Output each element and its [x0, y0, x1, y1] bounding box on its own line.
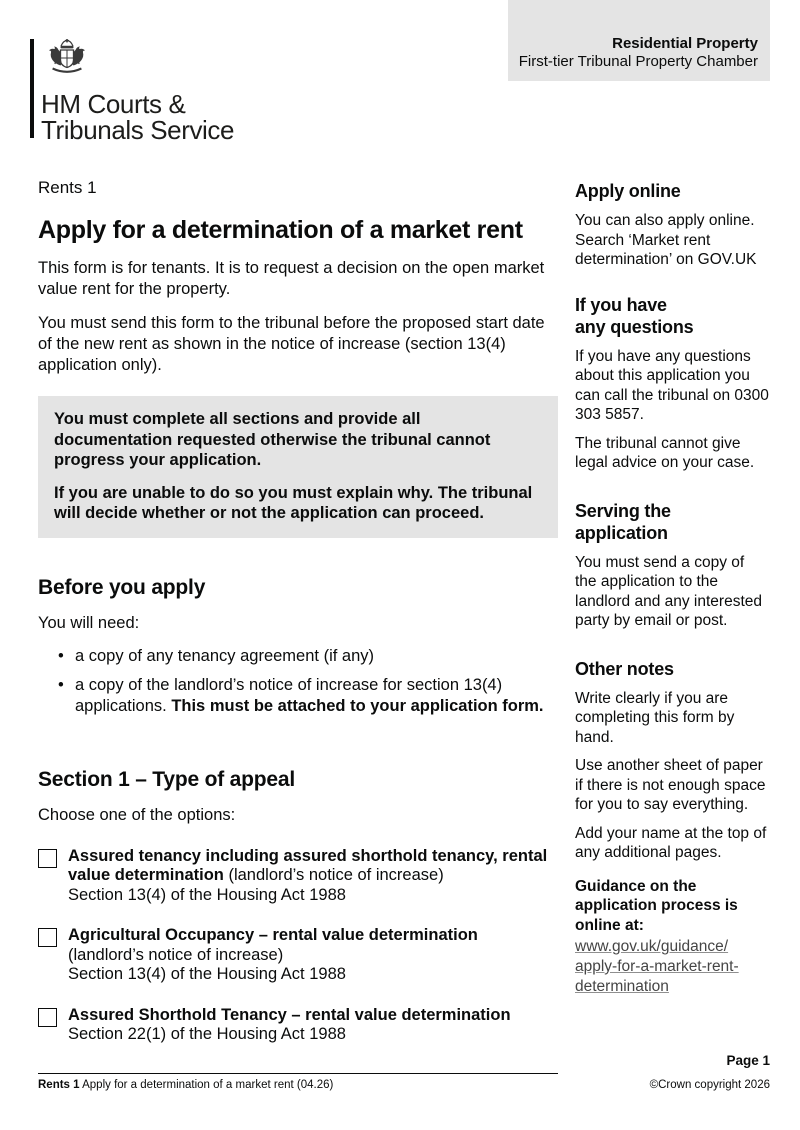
- requirement-text-bold: This must be attached to your application form.: [171, 696, 544, 715]
- option-act: Section 22(1) of the Housing Act 1988: [68, 1025, 346, 1043]
- other-notes-text-1: Write clearly if you are completing this form by hand.: [575, 689, 735, 746]
- checkbox-assured-tenancy[interactable]: [38, 849, 57, 868]
- questions-text-2: The tribunal cannot give legal advice on your case.: [575, 434, 755, 471]
- logo-vertical-bar: [30, 39, 34, 138]
- option-title: Assured Shorthold Tenancy – rental value determination: [68, 1005, 511, 1024]
- sidebar-notes: [575, 178, 770, 1045]
- guidance-link-wrap: [575, 937, 770, 997]
- serving-heading-line1: Serving the: [575, 500, 671, 521]
- logo-text-line2: Tribunals Service: [41, 115, 235, 145]
- serving-heading: [575, 500, 770, 544]
- checkbox-assured-shorthold[interactable]: [38, 1008, 57, 1027]
- other-notes-heading: Other notes: [575, 658, 674, 679]
- serving-text: You must send a copy of the application to the landlord and any interested party by email or post.: [575, 553, 762, 629]
- section1-intro: Choose one of the options:: [38, 805, 236, 824]
- requirement-text: a copy of the landlord’s notice of increase for section 13(4) applications.: [75, 675, 503, 715]
- department-title: Residential Property: [612, 35, 758, 52]
- logo-text-line1: HM Courts &: [41, 89, 186, 119]
- option-title: Assured tenancy including assured shorthold tenancy, rental value determination: [68, 846, 548, 884]
- serving-heading-line2: application: [575, 522, 668, 543]
- before-you-apply-intro: You will need:: [38, 613, 140, 632]
- guidance-link-line3[interactable]: determination: [575, 978, 669, 995]
- option-subtitle: (landlord’s notice of increase): [68, 945, 284, 964]
- before-you-apply-heading: Before you apply: [38, 575, 206, 599]
- notice-paragraph-1: You must complete all sections and provide all documentation requested otherwise the tribunal cannot progress your application.: [54, 410, 491, 469]
- page-number: Page 1: [726, 1053, 770, 1068]
- footer-form-reference: [38, 1079, 333, 1091]
- requirement-text: a copy of any tenancy agreement (if any): [75, 646, 374, 665]
- appeal-option-agricultural-occupancy: [38, 926, 558, 985]
- apply-online-heading: Apply online: [575, 181, 681, 201]
- questions-heading-line1: If you have: [575, 294, 667, 315]
- notice-paragraph-2: If you are unable to do so you must explain why. The tribunal will decide whether or not the application can proceed.: [54, 483, 533, 522]
- guidance-link-line1[interactable]: www.gov.uk/guidance/: [575, 938, 729, 955]
- page-title: Apply for a determination of a market rent: [38, 216, 523, 244]
- questions-heading-line2: any questions: [575, 316, 694, 337]
- footer-ref-bold: Rents 1: [38, 1079, 80, 1091]
- footer-ref-rest: Apply for a determination of a market rent (04.26): [79, 1079, 334, 1091]
- checkbox-agricultural-occupancy[interactable]: [38, 928, 57, 947]
- option-act: Section 13(4) of the Housing Act 1988: [68, 885, 346, 904]
- requirements-list: [38, 646, 558, 717]
- department-banner: [508, 0, 770, 81]
- logo-text: [41, 91, 234, 143]
- section1-heading: Section 1 – Type of appeal: [38, 767, 295, 791]
- other-notes-text-2: Use another sheet of paper if there is not enough space for you to say everything.: [575, 757, 766, 813]
- questions-text-1: If you have any questions about this application you can call the tribunal on 0300 303 5857.: [575, 347, 769, 423]
- hmcts-logo: [30, 39, 234, 143]
- list-item: [38, 675, 558, 717]
- questions-heading: [575, 294, 770, 338]
- royal-coat-of-arms-icon: [42, 39, 92, 83]
- department-subtitle: First-tier Tribunal Property Chamber: [518, 53, 758, 70]
- apply-online-text: You can also apply online. Search ‘Market rent determination’ on GOV.UK: [575, 212, 757, 268]
- guidance-link-line2[interactable]: apply-for-a-market-rent-: [575, 958, 739, 975]
- option-act: Section 13(4) of the Housing Act 1988: [68, 965, 346, 983]
- other-notes-text-3: Add your name at the top of any additional pages.: [575, 824, 767, 861]
- important-notice-box: [38, 396, 558, 538]
- copyright-notice: ©Crown copyright 2026: [649, 1079, 770, 1091]
- list-item: [38, 646, 558, 667]
- main-column: [38, 178, 558, 1045]
- footer-divider: [38, 1073, 558, 1074]
- option-subtitle: (landlord’s notice of increase): [223, 866, 444, 884]
- form-reference: Rents 1: [38, 178, 97, 197]
- appeal-option-assured-tenancy: [38, 847, 558, 906]
- intro-paragraph-2: You must send this form to the tribunal before the proposed start date of the new rent as shown in the notice of increase (section 13(4) application only).: [38, 314, 545, 374]
- appeal-option-assured-shorthold: [38, 1006, 558, 1045]
- intro-paragraph-1: This form is for tenants. It is to request a decision on the open market value rent for the property.: [38, 259, 545, 298]
- guidance-label: Guidance on the application process is online at:: [575, 877, 738, 934]
- option-title: Agricultural Occupancy – rental value determination: [68, 926, 478, 944]
